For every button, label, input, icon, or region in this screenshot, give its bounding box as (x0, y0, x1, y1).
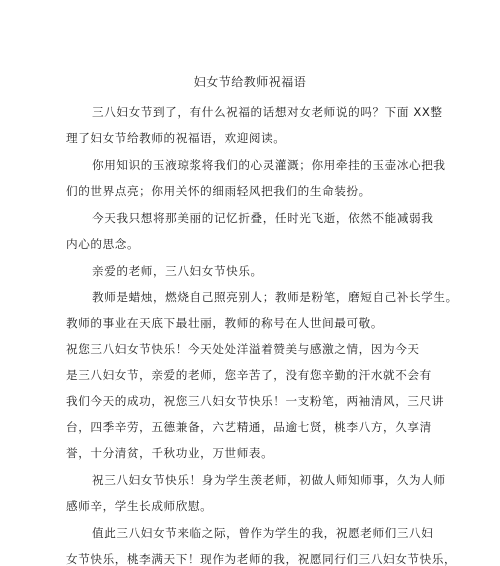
paragraph-line: 祝您三八妇女节快乐！今天处处洋溢着赞美与感激之情，因为今天 (66, 342, 420, 356)
paragraph-line: 亲爱的老师，三八妇女节快乐。 (92, 264, 263, 278)
paragraph-line: 台，四季辛劳，五德兼备，六艺精通，品逾七贤，桃李八方，久享清 (66, 420, 432, 434)
paragraph-line: 祝三八妇女节快乐！身为学生羡老师，初做人师知师事，久为人师 (92, 473, 446, 487)
paragraph-line: 内心的思念。 (66, 237, 140, 251)
paragraph-line: 我们今天的成功，祝您三八妇女节快乐！一支粉笔，两袖清风，三尺讲 (66, 394, 445, 408)
document-title: 妇女节给教师祝福语 (193, 75, 307, 89)
paragraph-line: 理了妇女节给教师的祝福语，欢迎阅读。 (66, 131, 286, 145)
paragraph-line: 今天我只想将那美丽的记忆折叠，任时光飞逝，依然不能减弱我 (92, 211, 434, 225)
paragraph-line: 誉，十分清贫，千秋功业，万世师表。 (66, 446, 274, 460)
paragraph-line: 你用知识的玉液琼浆将我们的心灵灌溉；你用牵挂的玉壶冰心把我 (92, 158, 446, 172)
paragraph-line: 三八妇女节到了，有什么祝福的话想对女老师说的吗？下面 XX整 (92, 105, 443, 119)
paragraph-line: 教师的事业在天底下最壮丽，教师的称号在人世间最可敬。 (66, 316, 384, 330)
paragraph-line: 感师辛，学生长成师欣慰。 (66, 499, 213, 513)
paragraph-line: 值此三八妇女节来临之际，曾作为学生的我，祝愿老师们三八妇 (92, 526, 434, 540)
paragraph-line: 们的世界点亮；你用关怀的细雨轻风把我们的生命装扮。 (66, 184, 371, 198)
paragraph-line: 教师是蜡烛，燃烧自己照亮别人；教师是粉笔，磨短自己补长学生。 (92, 290, 458, 304)
paragraph-line: 是三八妇女节，亲爱的老师，您辛苦了，没有您辛勤的汗水就不会有 (66, 368, 432, 382)
paragraph-line: 女节快乐，桃李满天下！现作为老师的我，祝愿同行们三八妇女节快乐， (66, 552, 457, 566)
